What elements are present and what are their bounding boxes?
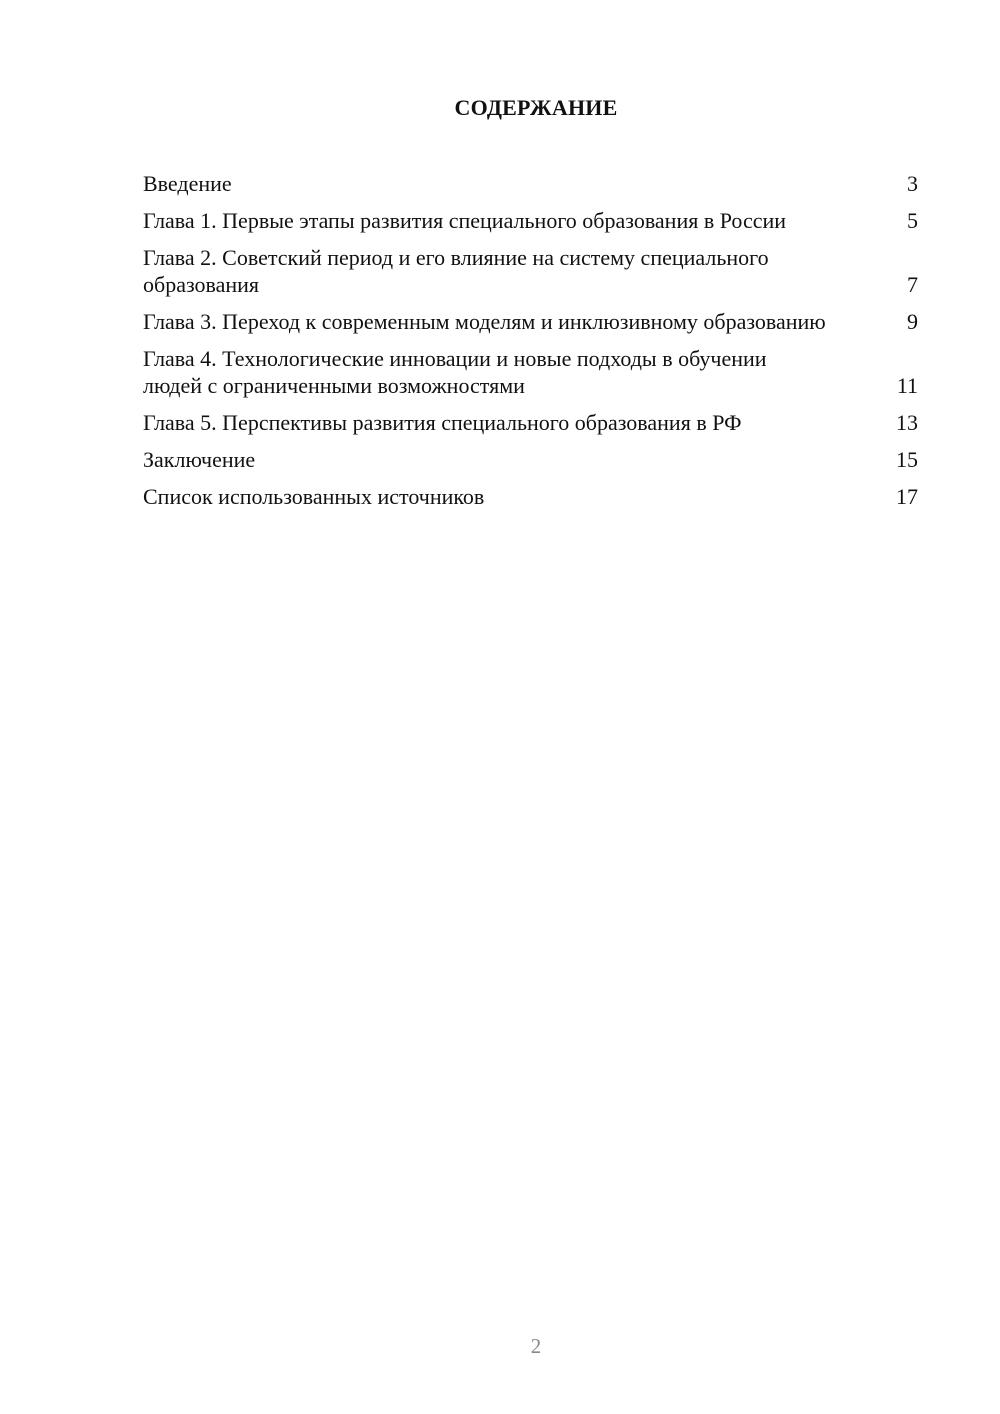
toc-entry-chapter-4: [143, 345, 918, 399]
toc-entry-text: Список использованных источников: [143, 484, 485, 509]
toc-entry-text: Введение: [143, 171, 232, 196]
toc-entry-page-number: 9: [907, 309, 918, 334]
page-title: СОДЕРЖАНИЕ: [454, 95, 618, 120]
toc-entry-text: Глава 4. Технологические инновации и новые подходы в обучении людей с ограниченными возможностями: [143, 346, 767, 398]
toc-entry-chapter-5: [143, 409, 918, 436]
toc-entry-text: Глава 5. Перспективы развития специального образования в РФ: [143, 410, 742, 435]
toc-entry-page-number: 15: [896, 447, 918, 472]
page-number: 2: [530, 1334, 542, 1358]
toc-entry-introduction: [143, 170, 918, 197]
toc-entry-page-number: 17: [896, 484, 918, 509]
toc-entry-page-number: 11: [896, 373, 918, 398]
table-of-contents: [143, 170, 918, 520]
toc-entry-chapter-3: [143, 308, 918, 335]
toc-entry-page-number: 3: [907, 171, 918, 196]
toc-entry-conclusion: [143, 446, 918, 473]
toc-entry-page-number: 13: [896, 410, 918, 435]
toc-entry-references: [143, 483, 918, 510]
toc-entry-text: Глава 1. Первые этапы развития специального образования в России: [143, 208, 787, 233]
toc-entry-chapter-1: [143, 207, 918, 234]
toc-entry-text: Заключение: [143, 447, 256, 472]
toc-entry-chapter-2: [143, 244, 918, 298]
toc-entry-text: Глава 3. Переход к современным моделям и инклюзивному образованию: [143, 309, 826, 334]
toc-entry-page-number: 7: [907, 272, 918, 297]
toc-entry-page-number: 5: [907, 208, 918, 233]
toc-entry-text: Глава 2. Советский период и его влияние на систему специального образования: [143, 245, 769, 297]
